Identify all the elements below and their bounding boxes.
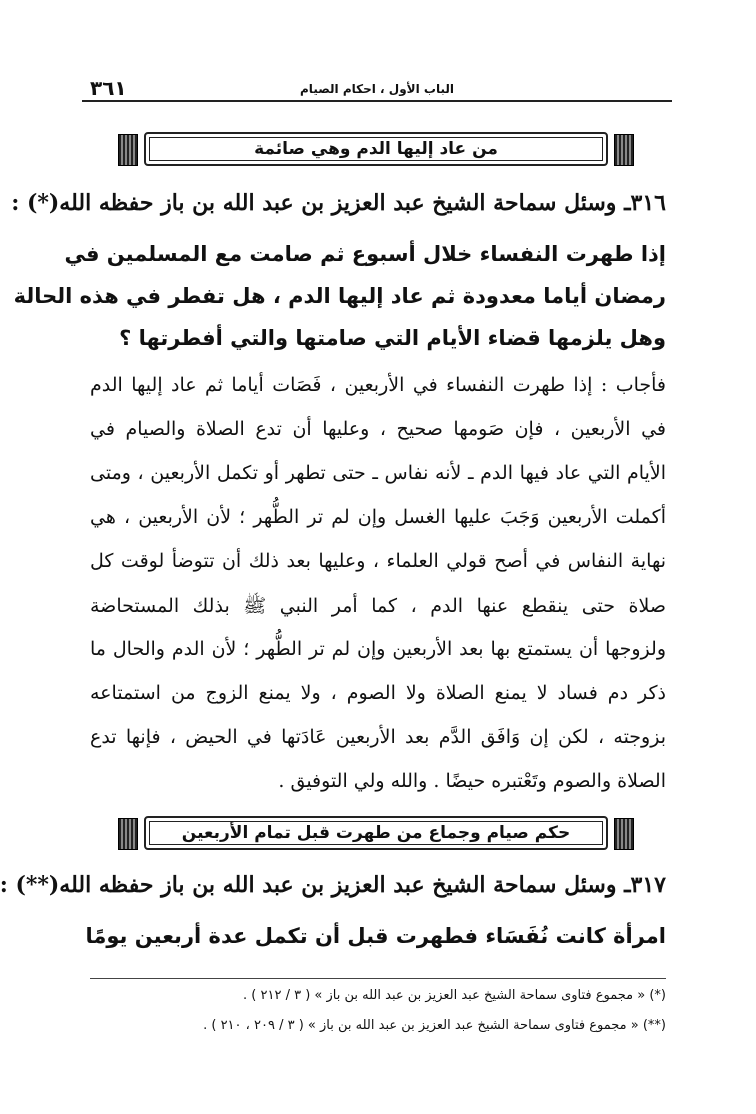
- answer-line: ولزوجها أن يستمتع بها بعد الأربعين وإن لم تر الطُّهر ؛ لأن الدم والحال ما: [90, 638, 666, 660]
- banner-ornament-right: [614, 818, 634, 850]
- footnote-2: (**) « مجموع فتاوى سماحة الشيخ عبد العزيز بن عبد الله بن باز » ( ٣ / ٢٠٩ ، ٢١٠ ) .: [203, 1018, 666, 1033]
- answer-line: في الأربعين ، فإن صَومها صحيح ، وعليها أن تدع الصلاة والصيام في: [90, 418, 666, 440]
- answer-line: ذكر دم فساد لا يمنع الصلاة ولا الصوم ، ولا يمنع الزوج من استمتاعه: [90, 682, 666, 704]
- footnote-1: (*) « مجموع فتاوى سماحة الشيخ عبد العزيز بن عبد الله بن باز » ( ٣ / ٢١٢ ) .: [243, 988, 666, 1003]
- answer-line: فأجاب : إذا طهرت النفساء في الأربعين ، فَصَات أياما ثم عاد إليها الدم: [90, 374, 666, 396]
- question-line: رمضان أياما معدودة ثم عاد إليها الدم ، هل تفطر في هذه الحالة: [13, 284, 666, 308]
- answer-line: صلاة حتى ينقطع عنها الدم ، كما أمر النبي ﷺ بذلك المستحاضة: [90, 595, 666, 617]
- section-title: من عاد إليها الدم وهي صائمة: [254, 139, 498, 159]
- question-heading-317: ٣١٧ـ وسئل سماحة الشيخ عبد العزيز بن عبد الله بن باز حفظه الله(**) :: [0, 872, 666, 898]
- question-line: امرأة كانت نُفَسَاء فطهرت قبل أن تكمل عدة أربعين يومًا: [85, 924, 666, 948]
- answer-line: الصلاة والصوم وتَعْتبره حيضًا . والله ولي التوفيق .: [278, 770, 666, 792]
- banner-ornament-right: [614, 134, 634, 166]
- section-banner-1: [118, 132, 634, 166]
- answer-line: بزوجته ، لكن إن وَافَق الدَّم بعد الأربعين عَادَتها في الحيض ، فإنها تدع: [90, 726, 666, 748]
- section-title: حكم صيام وجماع من طهرت قبل تمام الأربعين: [181, 823, 571, 843]
- banner-ornament-left: [118, 134, 138, 166]
- footnote-divider: [90, 978, 666, 979]
- banner-frame: [144, 816, 608, 850]
- section-banner-2: [118, 816, 634, 850]
- answer-line: أكملت الأربعين وَجَبَ عليها الغسل وإن لم تر الطُّهر ؛ لأن الأربعين ، هي: [90, 506, 666, 528]
- page-number: ٣٦١: [90, 76, 127, 100]
- running-title: الباب الأول ، احكام الصيام: [300, 82, 454, 96]
- page-header: [82, 70, 672, 102]
- banner-ornament-left: [118, 818, 138, 850]
- answer-line: نهاية النفاس في أصح قولي العلماء ، وعليها بعد ذلك أن تتوضأ لوقت كل: [90, 550, 666, 572]
- banner-frame: [144, 132, 608, 166]
- question-line: وهل يلزمها قضاء الأيام التي صامتها والتي أفطرتها ؟: [119, 326, 666, 350]
- question-line: إذا طهرت النفساء خلال أسبوع ثم صامت مع المسلمين في: [64, 242, 666, 266]
- answer-line: الأيام التي عاد فيها الدم ـ لأنه نفاس ـ حتى تطهر أو تكمل الأربعين ، ومتى: [90, 462, 666, 484]
- question-heading-316: ٣١٦ـ وسئل سماحة الشيخ عبد العزيز بن عبد الله بن باز حفظه الله(*) :: [11, 190, 666, 216]
